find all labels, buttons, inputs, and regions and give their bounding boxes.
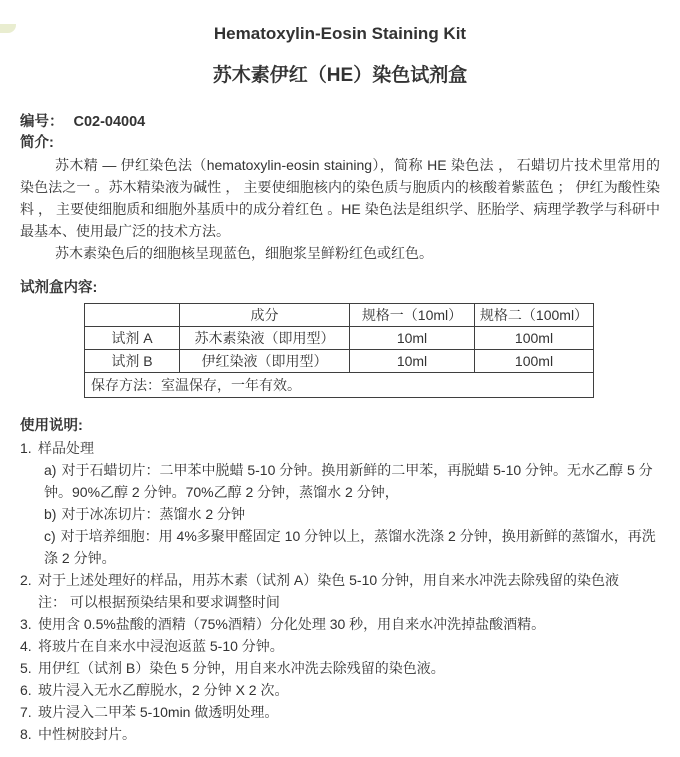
step-number: 3. bbox=[20, 616, 32, 632]
step-number: 6. bbox=[20, 682, 32, 698]
component-cell: 伊红染液（即用型） bbox=[180, 350, 350, 373]
instruction-step-2 bbox=[20, 569, 660, 613]
usage-heading: 使用说明: bbox=[20, 418, 83, 434]
substep-text: 对于冰冻切片：蒸馏水 2 分钟 bbox=[61, 506, 246, 522]
instruction-step-4 bbox=[20, 635, 660, 657]
spec1-cell: 10ml bbox=[350, 327, 475, 350]
intro-paragraph-2: 苏木素染色后的细胞核呈现蓝色，细胞浆呈鲜粉红色或红色。 bbox=[55, 245, 433, 261]
substep-c bbox=[44, 525, 660, 569]
contents-heading: 试剂盒内容: bbox=[20, 280, 98, 296]
spec2-cell: 100ml bbox=[475, 327, 594, 350]
reagent-name-cell: 试剂 A bbox=[85, 327, 180, 350]
step-text: 中性树胶封片。 bbox=[38, 726, 136, 742]
title-chinese: 苏木素伊红（HE）染色试剂盒 bbox=[212, 65, 468, 86]
catalog-value: C02-04004 bbox=[73, 114, 146, 130]
step-note-line: 注： 可以根据预染结果和要求调整时间 bbox=[38, 594, 280, 610]
substep-marker: a) bbox=[44, 462, 57, 478]
kit-contents-table bbox=[84, 303, 594, 398]
table-row bbox=[85, 327, 594, 350]
substep-text: 对于培养细胞：用 4%多聚甲醛固定 10 分钟以上，蒸馏水洗涤 2 分钟，换用新鲜的蒸馏水，再洗涤 2 分钟。 bbox=[44, 528, 656, 566]
instruction-step-1 bbox=[20, 437, 660, 459]
header-blank-cell bbox=[85, 304, 180, 327]
header-spec2-cell: 规格二（100ml） bbox=[475, 304, 594, 327]
reagent-name-cell: 试剂 B bbox=[85, 350, 180, 373]
step-text: 玻片浸入无水乙醇脱水，2 分钟 X 2 次。 bbox=[38, 682, 289, 698]
spec2-cell: 100ml bbox=[475, 350, 594, 373]
substep-b bbox=[44, 503, 660, 525]
substep-list bbox=[44, 459, 660, 569]
storage-note-cell: 保存方法：室温保存，一年有效。 bbox=[85, 373, 594, 398]
instruction-step-5 bbox=[20, 657, 660, 679]
catalog-label: 编号： bbox=[20, 114, 64, 130]
substep-marker: c) bbox=[44, 528, 56, 544]
step-number: 5. bbox=[20, 660, 32, 676]
step-text: 玻片浸入二甲苯 5-10min 做透明处理。 bbox=[38, 704, 279, 720]
instruction-step-8 bbox=[20, 723, 660, 745]
instruction-step-6 bbox=[20, 679, 660, 701]
step-number: 1. bbox=[20, 440, 32, 456]
step-number: 8. bbox=[20, 726, 32, 742]
step-text-line: 对于上述处理好的样品，用苏木素（试剂 A）染色 5-10 分钟，用自来水冲洗去除残留的染色液 bbox=[38, 572, 620, 588]
table-row bbox=[85, 350, 594, 373]
intro-heading: 简介: bbox=[20, 135, 54, 151]
component-cell: 苏木素染液（即用型） bbox=[180, 327, 350, 350]
step-number: 7. bbox=[20, 704, 32, 720]
instruction-step-7 bbox=[20, 701, 660, 723]
substep-text: 对于石蜡切片：二甲苯中脱蜡 5-10 分钟。换用新鲜的二甲苯，再脱蜡 5-10 分钟。无水乙醇 5 分钟。90%乙醇 2 分钟。70%乙醇 2 分钟，蒸馏水 2 分钟， bbox=[44, 462, 653, 500]
step-text bbox=[38, 569, 660, 613]
instruction-step-3 bbox=[20, 613, 660, 635]
step-number: 2. bbox=[20, 572, 32, 588]
title-english: Hematoxylin-Eosin Staining Kit bbox=[213, 24, 467, 43]
step-number: 4. bbox=[20, 638, 32, 654]
scan-artifact bbox=[0, 24, 16, 33]
header-component-cell: 成分 bbox=[180, 304, 350, 327]
spec1-cell: 10ml bbox=[350, 350, 475, 373]
catalog-number-line bbox=[20, 112, 660, 133]
table-footer-row bbox=[85, 373, 594, 398]
substep-marker: b) bbox=[44, 506, 57, 522]
table-header-row bbox=[85, 304, 594, 327]
step-text: 样品处理 bbox=[38, 440, 94, 456]
substep-a bbox=[44, 459, 660, 503]
step-text: 用伊红（试剂 B）染色 5 分钟，用自来水冲洗去除残留的染色液。 bbox=[38, 660, 445, 676]
step-text: 使用含 0.5%盐酸的酒精（75%酒精）分化处理 30 秒，用自来水冲洗掉盐酸酒精。 bbox=[38, 616, 546, 632]
intro-paragraph-1: 苏木精 — 伊红染色法（hematoxylin-eosin staining），简称 HE 染色法 ， 石蜡切片技术里常用的染色法之一 。苏木精染液为碱性 ， 主要使细胞核内的染色质与胞质内的核酸着紫蓝色 ； 伊红为酸性染料 ， 主要使细胞质和细胞外基质中的成分着红色 。HE 染色法是组织学、胚胎学、病理学教学与科研中最基本、使用最广泛的技术方法。 bbox=[20, 157, 660, 239]
step-text: 将玻片在自来水中浸泡返蓝 5-10 分钟。 bbox=[38, 638, 284, 654]
header-spec1-cell: 规格一（10ml） bbox=[350, 304, 475, 327]
document-page bbox=[0, 24, 680, 757]
